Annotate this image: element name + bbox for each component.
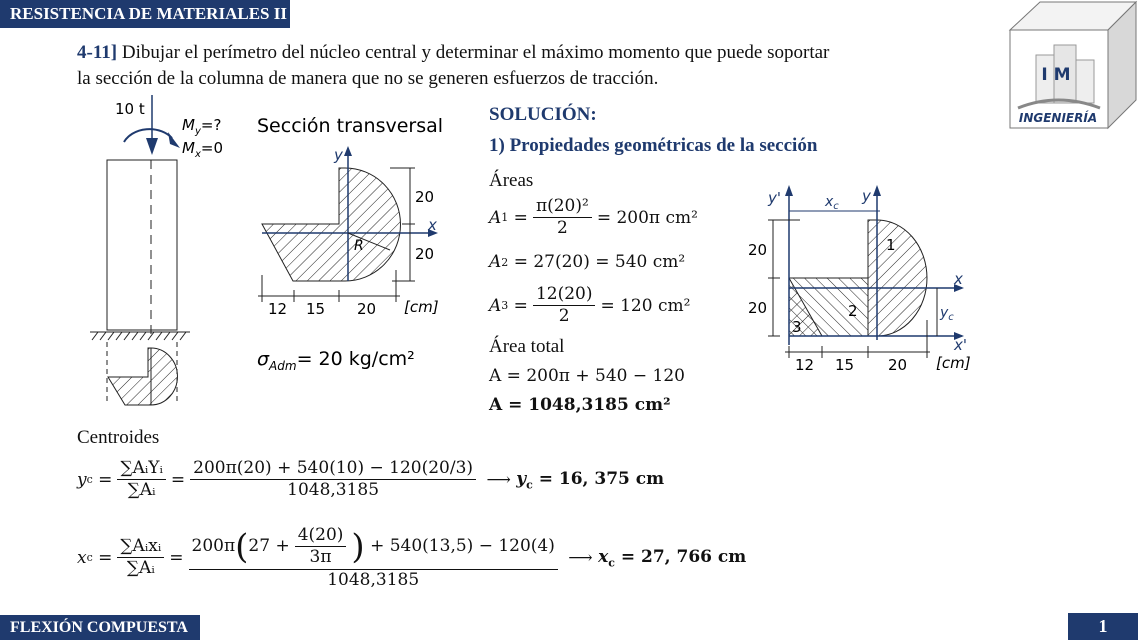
load-arrow-icon bbox=[146, 138, 158, 155]
allowable-stress: $\sigma_{Adm}= 20$ kg/cm² bbox=[257, 348, 415, 373]
areas-label: Áreas bbox=[489, 170, 534, 191]
problem-text-2: la sección de la columna de manera que no se generen esfuerzos de tracción. bbox=[77, 68, 659, 89]
dim-label: 20 bbox=[748, 241, 768, 259]
xc-equation: x c = $\frac{\text{∑Aᵢxᵢ}}{\text{∑Aᵢ}}$ = 200π ( 27 + $\frac{4(20)}{3\pi}$ ) + 540(13,5) − 120(4) 1048,3185 ⟶ $x_c = 27$, 766 cm bbox=[77, 525, 747, 590]
xc-label: $x_c$ bbox=[825, 194, 839, 212]
dim-label: 12 bbox=[268, 300, 288, 318]
my-label: $M_y=$? bbox=[182, 116, 222, 137]
dim-label: 15 bbox=[835, 356, 855, 374]
reference-diagram bbox=[740, 180, 980, 380]
region-label: 1 bbox=[886, 236, 896, 254]
yc-equation: y c = $\frac{\text{∑AᵢYᵢ}}{\text{∑Aᵢ}}$ = $\frac{200\pi(20) + 540(10) - 120(20/3)}{1048,3185}$ ⟶ $y_c = 16$, 375 cm bbox=[77, 458, 665, 501]
area-1-equation: A 1 = $\frac{\text{π(20)²}}{2}$ = 200π cm² bbox=[489, 196, 698, 239]
problem-statement bbox=[77, 40, 1007, 92]
problem-diagrams bbox=[0, 90, 480, 420]
y-label: y bbox=[862, 187, 871, 205]
area-2-equation: A 2 = 27(20) = 540 cm² bbox=[489, 252, 686, 272]
step-1-title: 1) Propiedades geométricas de la sección bbox=[489, 135, 818, 156]
total-area-equation: A = 200π + 540 − 120 bbox=[489, 366, 685, 386]
solution-title: SOLUCIÓN: bbox=[489, 104, 597, 125]
section-thumbnail bbox=[108, 348, 177, 405]
unit-label: [cm] bbox=[936, 354, 971, 372]
region-label: 3 bbox=[792, 318, 802, 336]
logo bbox=[1008, 0, 1138, 130]
topic-footer: FLEXIÓN COMPUESTA bbox=[0, 615, 200, 640]
centroids-label: Centroides bbox=[77, 427, 160, 448]
section-title: Sección transversal bbox=[257, 115, 444, 137]
y-axis-label: y bbox=[334, 146, 343, 164]
problem-number: 4-11] bbox=[77, 42, 118, 63]
radius-label: R bbox=[354, 238, 364, 254]
fixed-support bbox=[92, 332, 186, 340]
x-prime-label: x' bbox=[954, 336, 968, 354]
dim-label: 12 bbox=[795, 356, 815, 374]
dim-label: 15 bbox=[306, 300, 326, 318]
x-label: x bbox=[954, 270, 963, 288]
dim-label: 20 bbox=[748, 299, 768, 317]
column bbox=[107, 160, 177, 330]
dim-label: 20 bbox=[415, 245, 435, 263]
unit-label: [cm] bbox=[404, 298, 439, 316]
y-prime-label: y' bbox=[768, 189, 782, 207]
dim-label: 20 bbox=[888, 356, 908, 374]
course-header: RESISTENCIA DE MATERIALES II bbox=[0, 0, 290, 28]
total-area-label: Área total bbox=[489, 336, 565, 357]
region-label: 2 bbox=[848, 302, 858, 320]
problem-text: Dibujar el perímetro del núcleo central y determinar el máximo momento que puede soportar bbox=[121, 42, 830, 63]
dim-label: 20 bbox=[415, 188, 435, 206]
yc-label: $y_c$ bbox=[940, 305, 954, 323]
x-axis-label: x bbox=[428, 216, 437, 234]
area-3-equation: A 3 = $\frac{12(20)}{2}$ = 120 cm² bbox=[489, 284, 691, 327]
load-label: 10 t bbox=[115, 100, 145, 118]
logo-letters: I M bbox=[1041, 65, 1071, 85]
mx-label: $M_x=0$ bbox=[182, 139, 223, 160]
cross-section-shape bbox=[262, 168, 400, 281]
page-number: 1 bbox=[1068, 613, 1138, 640]
logo-text: INGENIERÍA bbox=[1018, 111, 1098, 125]
total-area-result: A = 1048,3185 cm² bbox=[489, 395, 671, 415]
dim-label: 20 bbox=[357, 300, 377, 318]
